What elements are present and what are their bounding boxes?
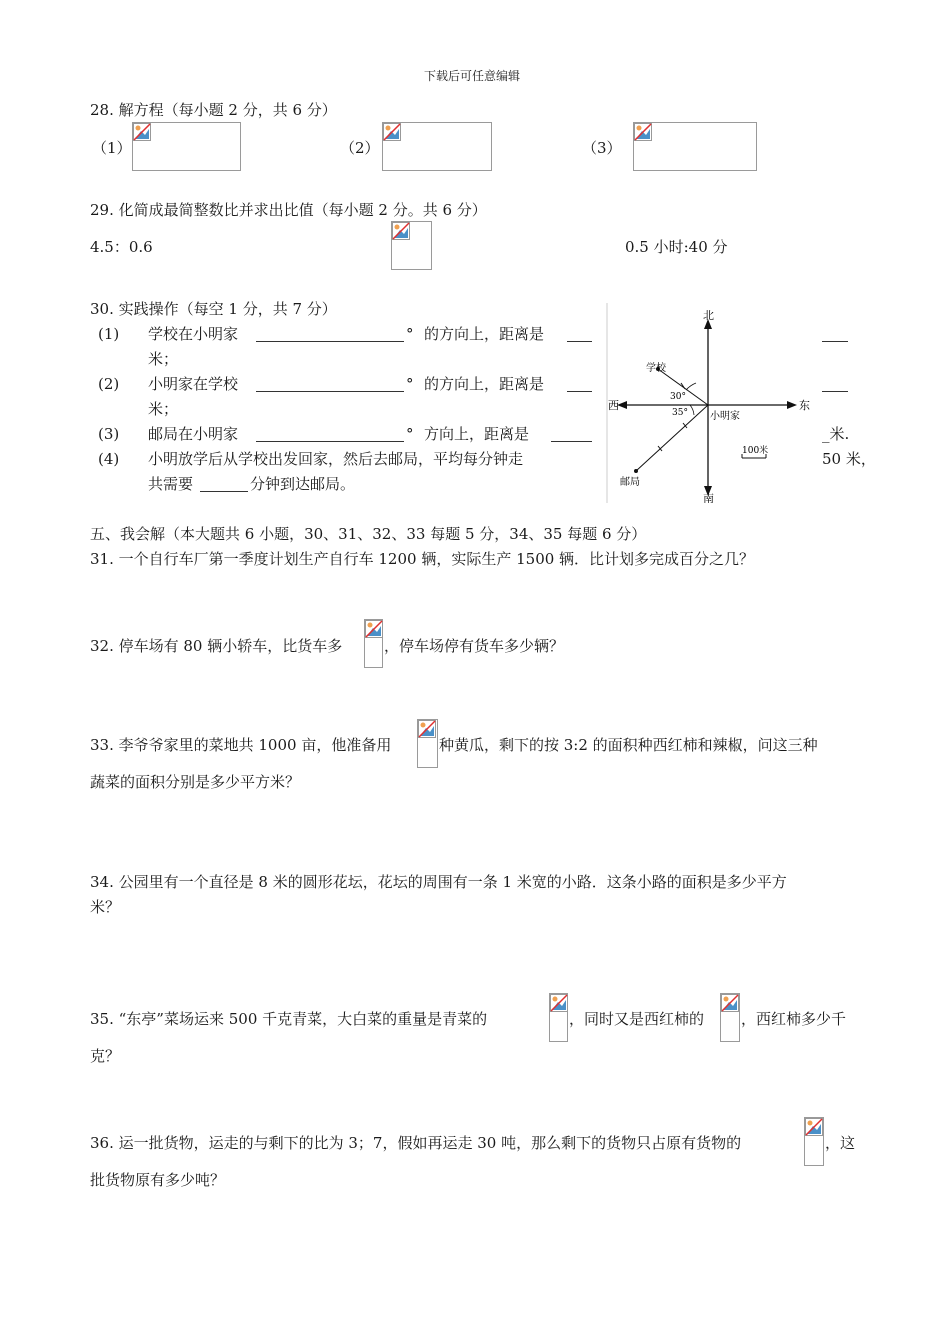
post-office-point [634,469,638,473]
broken-image-icon [382,122,492,171]
q33-text-c: 蔬菜的面积分别是多少平方米？ [90,773,301,791]
broken-image-icon [633,122,757,171]
q28-label-1: （1） [92,139,132,157]
q35-text-a: 35. “东亭”菜场运来 500 千克青菜，大白菜的重量是青菜的 [90,1010,488,1028]
q30-item2-blank-distance-cont[interactable] [822,376,848,392]
q30-item4-text2b: 分钟到达邮局。 [250,475,356,493]
q30-item3-tail: _米. [822,425,850,443]
q30-item2-blank-angle[interactable] [256,376,404,392]
q30-item2-mid: 的方向上，距离是 [424,375,545,393]
q30-item4-number: (4) [98,450,120,468]
q30-item1-number: (1) [98,325,120,343]
school-label: 学校 [646,363,666,374]
broken-image-icon [804,1117,824,1166]
q35-text-c: ，西红柿多少千 [741,1010,847,1028]
broken-image-icon [417,719,438,768]
q30-item1-blank-distance-cont[interactable] [822,326,848,342]
q36-text-c: 批货物原有多少吨？ [90,1171,226,1189]
q30-item1-blank-angle[interactable] [256,326,404,342]
home-label: 小明家 [710,411,740,422]
angle-35-label: 35° [672,408,688,418]
q32-text-b: ，停车场停有货车多少辆？ [384,637,565,655]
west-label: 西 [608,399,619,412]
section-5-title: 五、我会解（本大题共 6 小题，30、31、32、33 每题 5 分，34、35 每题 6 分） [90,525,647,543]
q35-text-d: 克？ [90,1047,121,1065]
broken-image-icon [391,221,432,270]
q33-text-b: 种黄瓜，剩下的按 3:2 的面积种西红柿和辣椒，问这三种 [439,736,818,754]
q28-label-2: （2） [340,139,380,157]
south-label: 南 [703,492,714,503]
q30-item1-deg: ° [406,325,414,343]
q30-item4-text: 小明放学后从学校出发回家，然后去邮局，平均每分钟走 [148,450,524,468]
broken-image-icon [132,122,241,171]
broken-image-icon [549,993,568,1042]
q30-item3-deg: ° [406,425,414,443]
broken-image-icon [720,993,740,1042]
q33-text-a: 33. 李爷爷家里的菜地共 1000 亩，他准备用 [90,736,392,754]
q30-title: 30. 实践操作（每空 1 分，共 7 分） [90,300,337,318]
q30-item2-text: 小明家在学校 [148,375,239,393]
q30-item2-unit: 米； [148,400,179,418]
q28-label-3: （3） [582,139,622,157]
q36-text-a: 36. 运一批货物，运走的与剩下的比为 3；7，假如再运走 30 吨，那么剩下的货物只占原有货物的 [90,1134,742,1152]
north-label: 北 [703,309,714,322]
post-office-label: 邮局 [620,477,640,488]
q30-item1-mid: 的方向上，距离是 [424,325,545,343]
compass-diagram [606,303,816,503]
q30-item4-tail: 50 米， [822,450,876,468]
q30-item1-blank-distance[interactable] [567,326,592,342]
q30-item2-deg: ° [406,375,414,393]
q30-item3-mid: 方向上，距离是 [424,425,530,443]
q30-item4-text2a: 共需要 [148,475,194,493]
q30-item1-text: 学校在小明家 [148,325,239,343]
q30-item3-blank-angle[interactable] [256,426,404,442]
q36-text-b: ，这 [825,1134,856,1152]
east-label: 东 [799,399,810,412]
angle-30-label: 30° [670,392,686,402]
q30-item3-text: 邮局在小明家 [148,425,239,443]
q30-item2-number: (2) [98,375,120,393]
compass-svg [606,303,816,503]
q30-item4-blank-minutes[interactable] [200,476,248,492]
broken-image-icon [364,619,383,668]
q29-right: 0.5 小时:40 分 [625,238,728,256]
q30-item3-blank-distance[interactable] [551,426,592,442]
q28-title: 28. 解方程（每小题 2 分，共 6 分） [90,101,337,119]
scale-label: 100米 [742,446,769,456]
q34-text-b: 米？ [90,898,121,916]
q30-item3-number: (3) [98,425,120,443]
q30-item1-unit: 米； [148,350,179,368]
page-header: 下载后可任意编辑 [424,69,521,83]
q29-left: 4.5：0.6 [90,238,153,256]
east-arrow-icon [787,401,797,409]
q29-title: 29. 化简成最简整数比并求出比值（每小题 2 分。共 6 分） [90,201,487,219]
q31-text: 31. 一个自行车厂第一季度计划生产自行车 1200 辆，实际生产 1500 辆．比计划多完成百分之几？ [90,550,755,568]
q34-text-a: 34. 公园里有一个直径是 8 米的圆形花坛，花坛的周围有一条 1 米宽的小路．这条小路的面积是多少平方 [90,873,787,891]
q35-text-b: ，同时又是西红柿的 [569,1010,705,1028]
q32-text-a: 32. 停车场有 80 辆小轿车，比货车多 [90,637,343,655]
q30-item2-blank-distance[interactable] [567,376,592,392]
